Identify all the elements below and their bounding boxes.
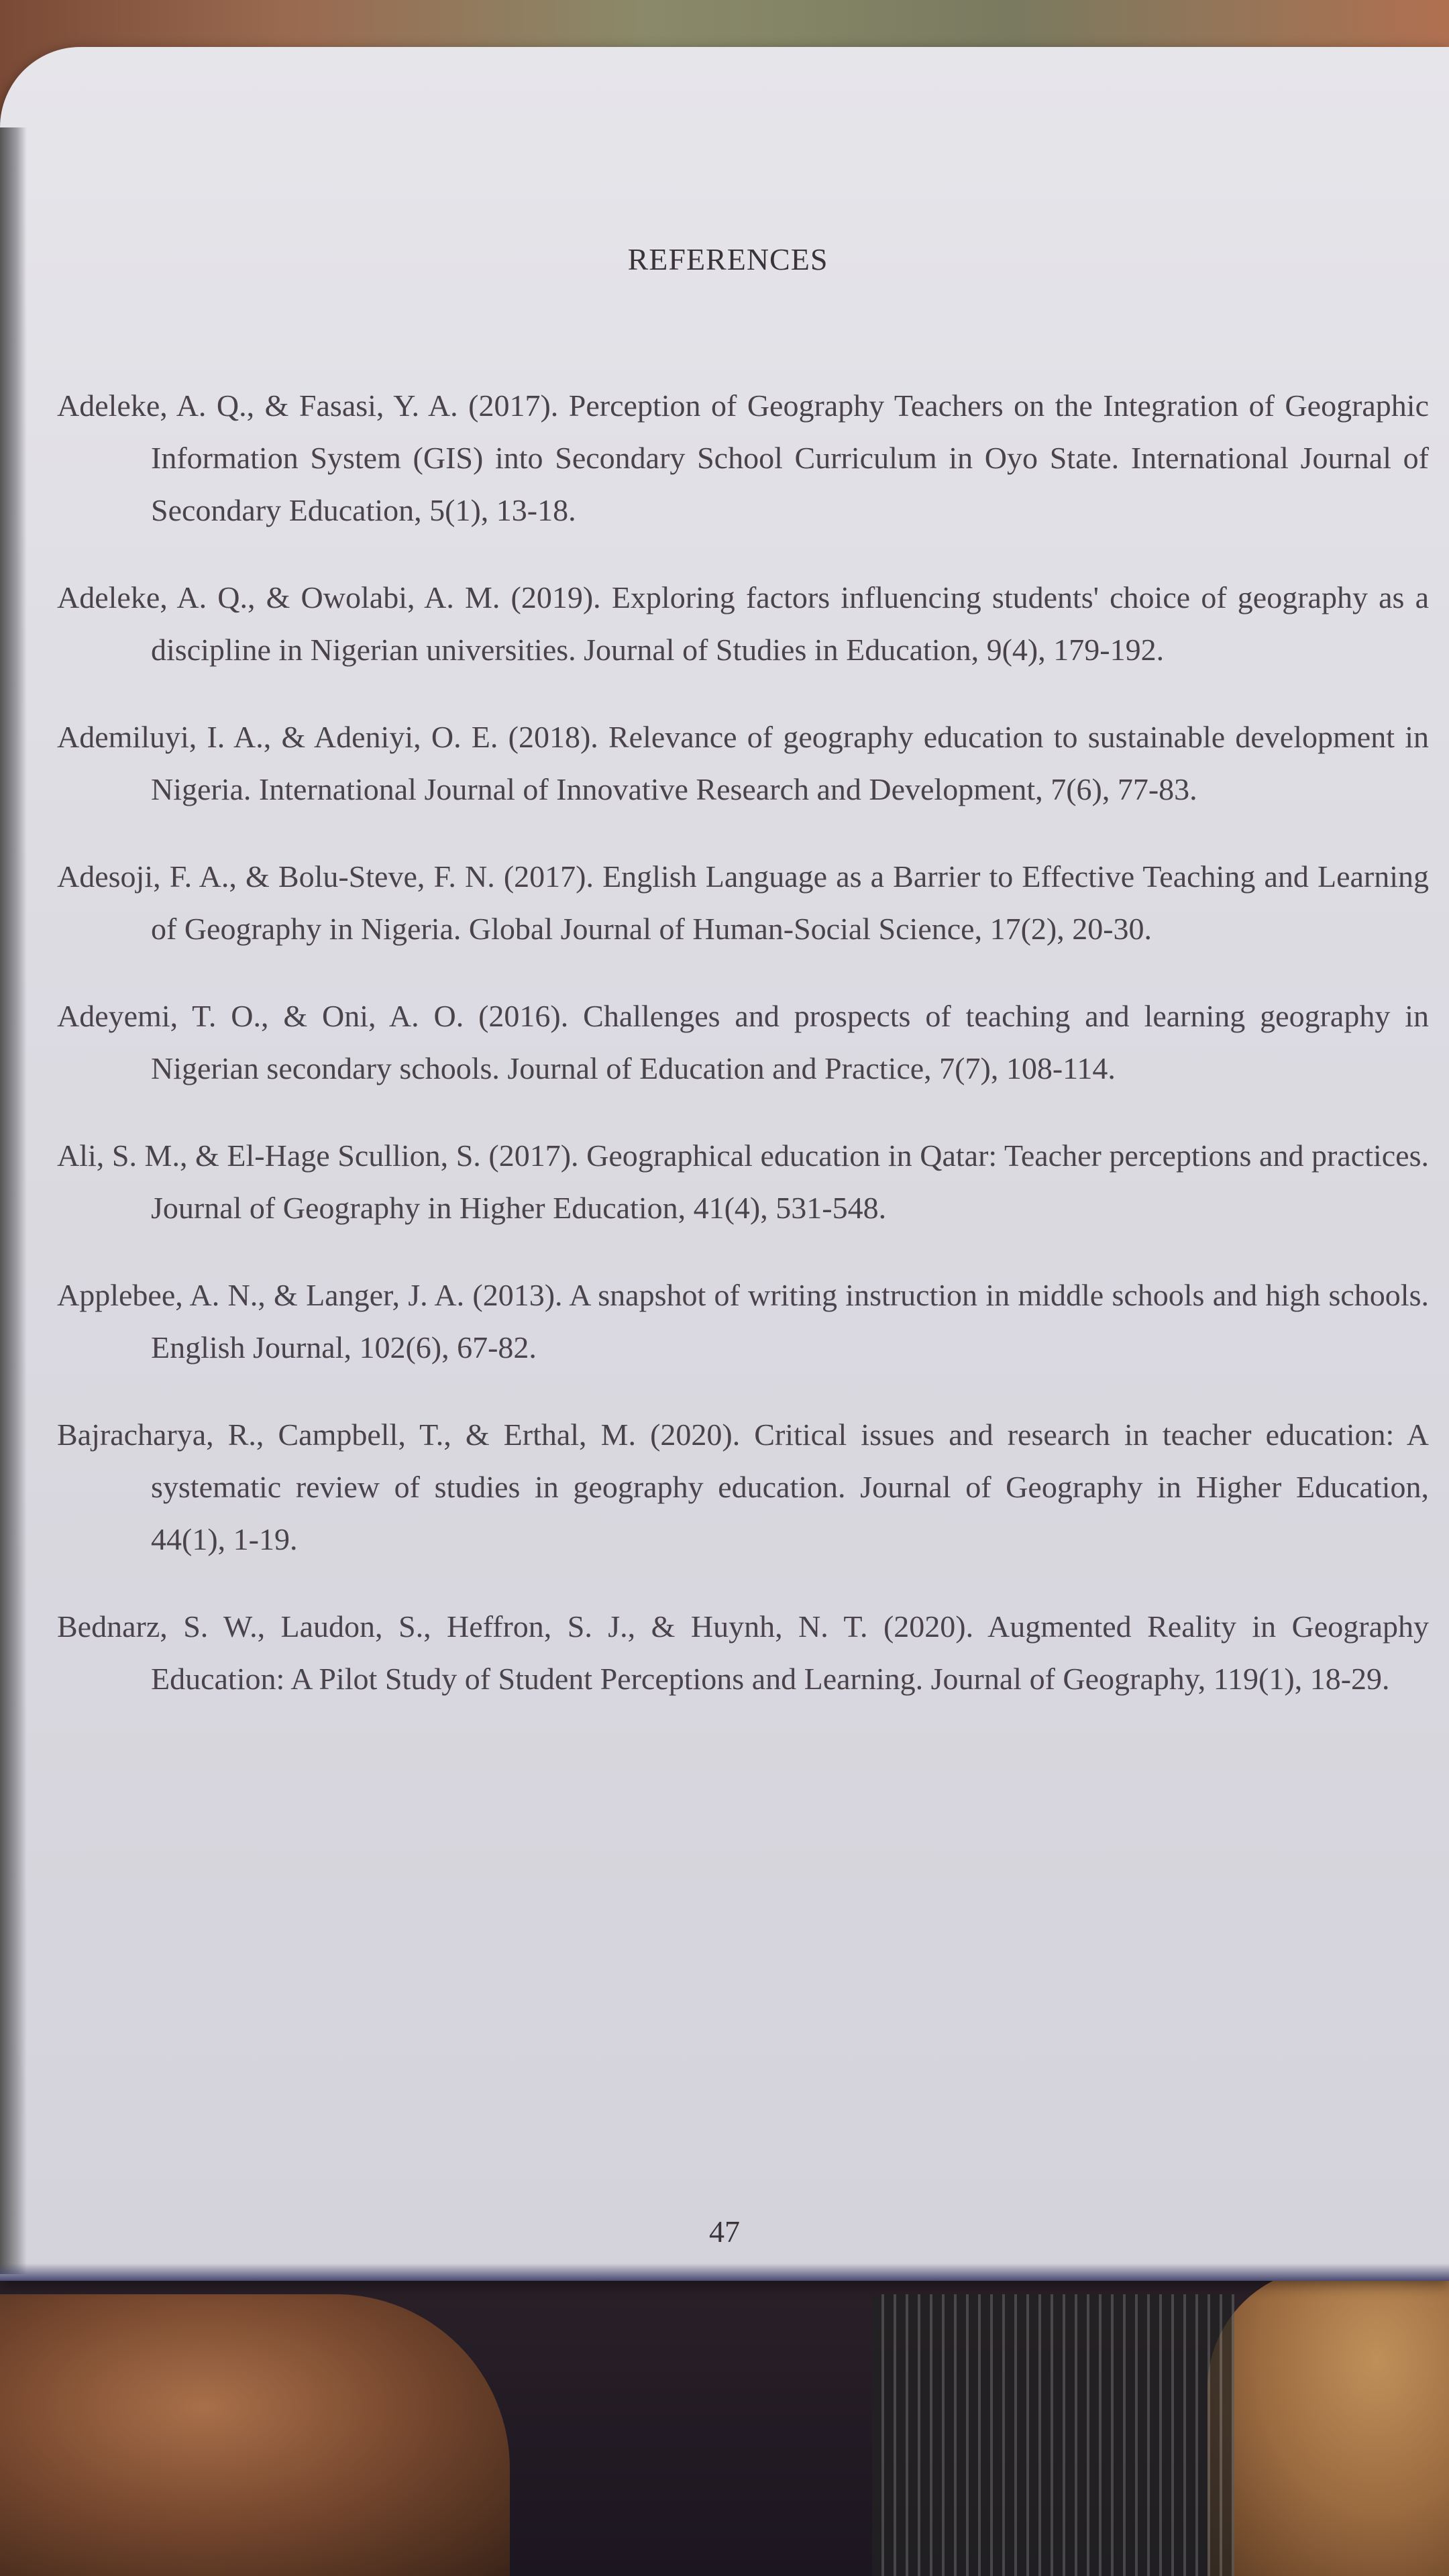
page-heading: REFERENCES bbox=[627, 242, 828, 276]
document-page bbox=[0, 47, 1449, 2281]
reference-entry: Bednarz, S. W., Laudon, S., Heffron, S. J., & Huynh, N. T. (2020). Augmented Reality in Geography Education: A Pilot Study of Student Perceptions and Learning. Journal of Geography, 119(1), 18-29. bbox=[57, 1609, 1429, 1696]
reference-entry: Ali, S. M., & El-Hage Scullion, S. (2017). Geographical education in Qatar: Teacher perceptions and practices. Journal of Geography in Higher Education, 41(4), 531-548. bbox=[57, 1138, 1429, 1225]
reference-list bbox=[27, 349, 1429, 1740]
background-cloth-right bbox=[1208, 2267, 1449, 2576]
reference-entry: Applebee, A. N., & Langer, J. A. (2013). A snapshot of writing instruction in middle schools and high schools. English Journal, 102(6), 67-82. bbox=[57, 1278, 1429, 1364]
reference-entry: Adeyemi, T. O., & Oni, A. O. (2016). Challenges and prospects of teaching and learning geography in Nigerian secondary schools. Journal of Education and Practice, 7(7), 108-114. bbox=[57, 999, 1429, 1085]
page-number: 47 bbox=[709, 2214, 740, 2249]
reference-entry: Ademiluyi, I. A., & Adeniyi, O. E. (2018). Relevance of geography education to sustainable development in Nigeria. International Journal of Innovative Research and Development, 7(6), 77-83. bbox=[57, 720, 1429, 806]
background-cloth-left bbox=[0, 2294, 510, 2576]
reference-entry: Bajracharya, R., Campbell, T., & Erthal, M. (2020). Critical issues and research in teacher education: A systematic review of studies in geography education. Journal of Geography in Higher Education, 44(1), 1-19. bbox=[57, 1417, 1429, 1556]
reference-entry: Adeleke, A. Q., & Fasasi, Y. A. (2017). Perception of Geography Teachers on the Integration of Geographic Information System (GIS) into Secondary School Curriculum in Oyo State. International Journal of Secondary Education, 5(1), 13-18. bbox=[57, 388, 1429, 527]
page-binding-edge bbox=[0, 127, 27, 2274]
page-bottom-edge bbox=[0, 2263, 1449, 2281]
reference-entry: Adesoji, F. A., & Bolu-Steve, F. N. (2017). English Language as a Barrier to Effective Teaching and Learning of Geography in Nigeria. Global Journal of Human-Social Science, 17(2), 20-30. bbox=[57, 859, 1429, 946]
reference-entry: Adeleke, A. Q., & Owolabi, A. M. (2019). Exploring factors influencing students' choice of geography as a discipline in Nigerian universities. Journal of Studies in Education, 9(4), 179-192. bbox=[57, 580, 1429, 667]
background-striped-fabric bbox=[872, 2294, 1234, 2576]
